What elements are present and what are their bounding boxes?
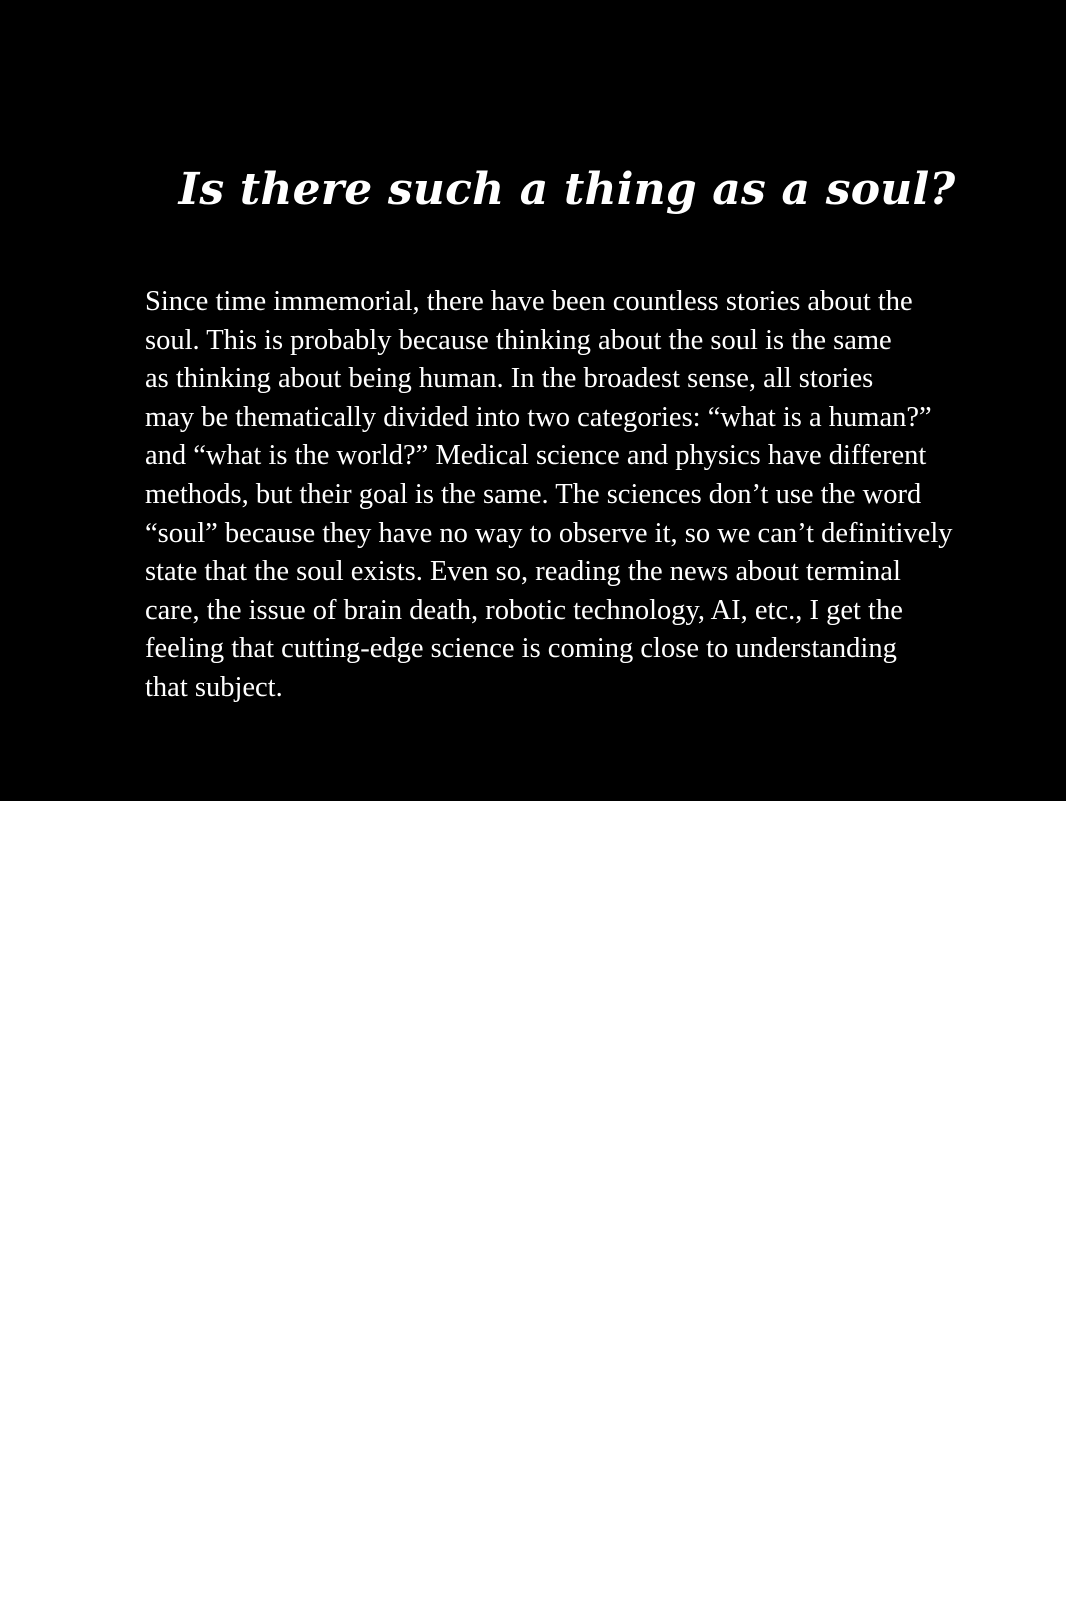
paragraph-line: and “what is the world?” Medical science and physics have different xyxy=(145,440,927,472)
paragraph-line: soul. This is probably because thinking about the soul is the same xyxy=(145,324,892,356)
paragraph-line: feeling that cutting-edge science is coming close to understanding xyxy=(145,633,897,665)
body-paragraph xyxy=(145,283,965,708)
paragraph-line: methods, but their goal is the same. The sciences don’t use the word xyxy=(145,478,922,510)
paragraph-line: may be thematically divided into two categories: “what is a human?” xyxy=(145,401,932,433)
paragraph-line: “soul” because they have no way to observe it, so we can’t definitively xyxy=(145,517,953,549)
paragraph-line: that subject. xyxy=(145,671,283,703)
paragraph-line: as thinking about being human. In the broadest sense, all stories xyxy=(145,363,874,395)
paragraph-line: Since time immemorial, there have been countless stories about the xyxy=(145,286,913,317)
paragraph-line: care, the issue of brain death, robotic technology, AI, etc., I get the xyxy=(145,594,903,626)
paragraph-line: state that the soul exists. Even so, reading the news about terminal xyxy=(145,556,901,588)
page-title: Is there such a thing as a soul? xyxy=(178,164,956,215)
blank-page-area xyxy=(0,801,1066,1600)
